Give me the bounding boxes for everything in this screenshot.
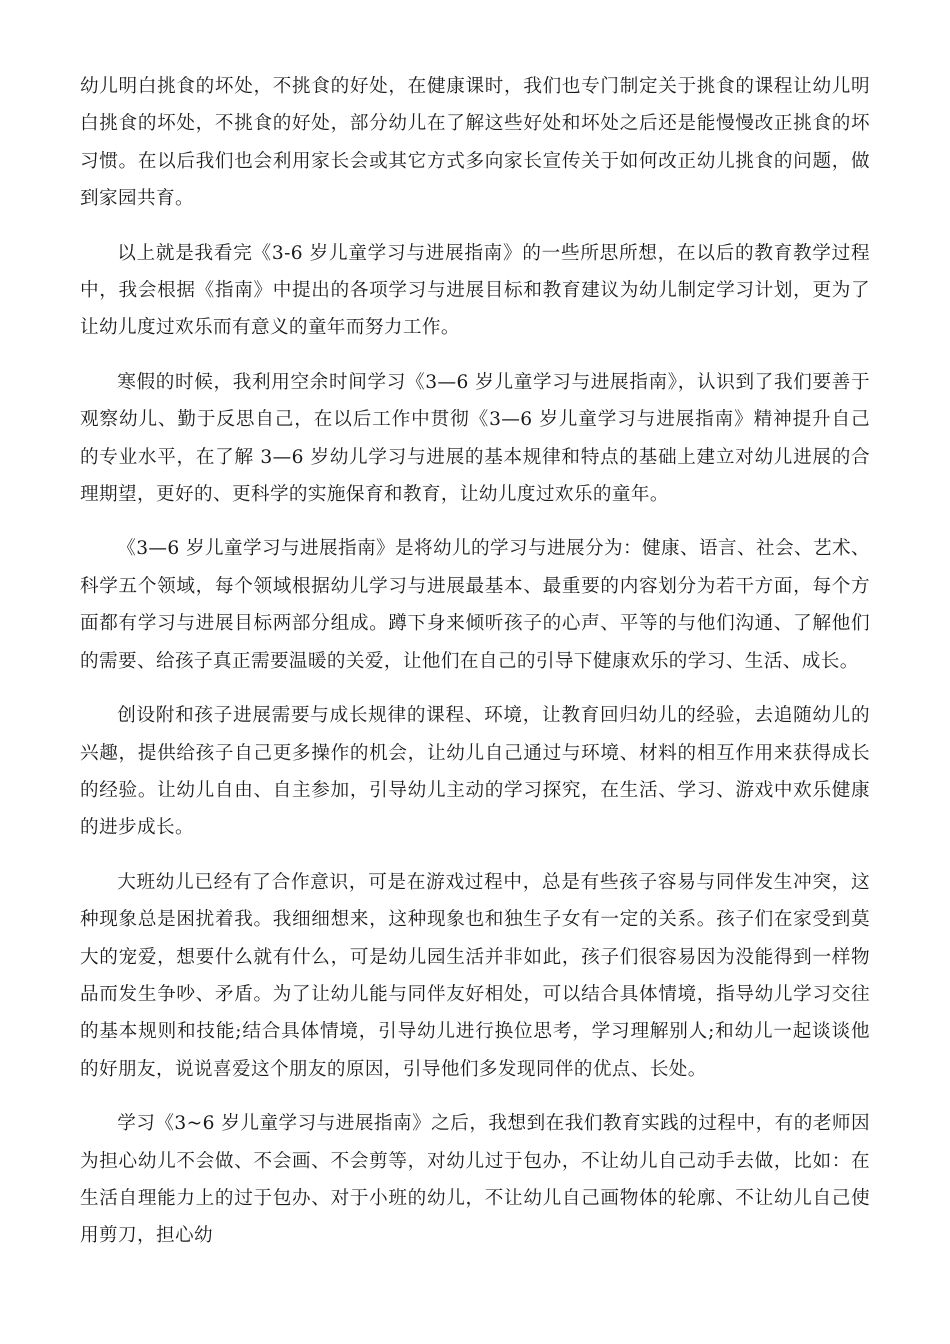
paragraph-2: 以上就是我看完《3-6 岁儿童学习与进展指南》的一些所思所想，在以后的教育教学过程中，我会根据《指南》中提出的各项学习与进展目标和教育建议为幼儿制定学习计划，更为了让幼儿度过欢乐而有意义的童年而努力工作。 (80, 242, 870, 339)
paragraph-3: 寒假的时候，我利用空余时间学习《3—6 岁儿童学习与进展指南》，认识到了我们要善于观察幼儿、勤于反思自己，在以后工作中贯彻《3—6 岁儿童学习与进展指南》精神提升自己的专业水平，在了解 3—6 岁幼儿学习与进展的基本规律和特点的基础上建立对幼儿进展的合理期望，更好的、更科学的实施保育和教育，让幼儿度过欢乐的童年。 (80, 371, 870, 506)
paragraph-4: 《3—6 岁儿童学习与进展指南》是将幼儿的学习与进展分为：健康、语言、社会、艺术、科学五个领域，每个领域根据幼儿学习与进展最基本、最重要的内容划分为若干方面，每个方面都有学习与进展目标两部分组成。蹲下身来倾听孩子的心声、平等的与他们沟通、了解他们的需要、给孩子真正需要温暖的关爱，让他们在自己的引导下健康欢乐的学习、生活、成长。 (80, 538, 870, 672)
paragraph-1: 幼儿明白挑食的坏处，不挑食的好处，在健康课时，我们也专门制定关于挑食的课程让幼儿明白挑食的坏处，不挑食的好处，部分幼儿在了解这些好处和坏处之后还是能慢慢改正挑食的坏习惯。在以后我们也会利用家长会或其它方式多向家长宣传关于如何改正幼儿挑食的问题，做到家园共育。 (80, 76, 870, 210)
paragraph-6: 大班幼儿已经有了合作意识，可是在游戏过程中，总是有些孩子容易与同伴发生冲突，这种现象总是困扰着我。我细细想来，这种现象也和独生子女有一定的关系。孩子们在家受到莫大的宠爱，想要什么就有什么，可是幼儿园生活并非如此，孩子们很容易因为没能得到一样物品而发生争吵、矛盾。为了让幼儿能与同伴友好相处，可以结合具体情境，指导幼儿学习交往的基本规则和技能;结合具体情境，引导幼儿进行换位思考，学习理解别人;和幼儿一起谈谈他的好朋友，说说喜爱这个朋友的原因，引导他们多发现同伴的优点、长处。 (80, 871, 870, 1080)
paragraph-5: 创设附和孩子进展需要与成长规律的课程、环境，让教育回归幼儿的经验，去追随幼儿的兴趣，提供给孩子自己更多操作的机会，让幼儿自己通过与环境、材料的相互作用来获得成长的经验。让幼儿自由、自主参加，引导幼儿主动的学习探究，在生活、学习、游戏中欢乐健康的进步成长。 (80, 705, 870, 839)
paragraph-7: 学习《3~6 岁儿童学习与进展指南》之后，我想到在我们教育实践的过程中，有的老师因为担心幼儿不会做、不会画、不会剪等，对幼儿过于包办，不让幼儿自己动手去做，比如：在生活自理能力上的过于包办、对于小班的幼儿，不让幼儿自己画物体的轮廓、不让幼儿自己使用剪刀，担心幼 (80, 1113, 870, 1247)
document-page (80, 68, 870, 1272)
